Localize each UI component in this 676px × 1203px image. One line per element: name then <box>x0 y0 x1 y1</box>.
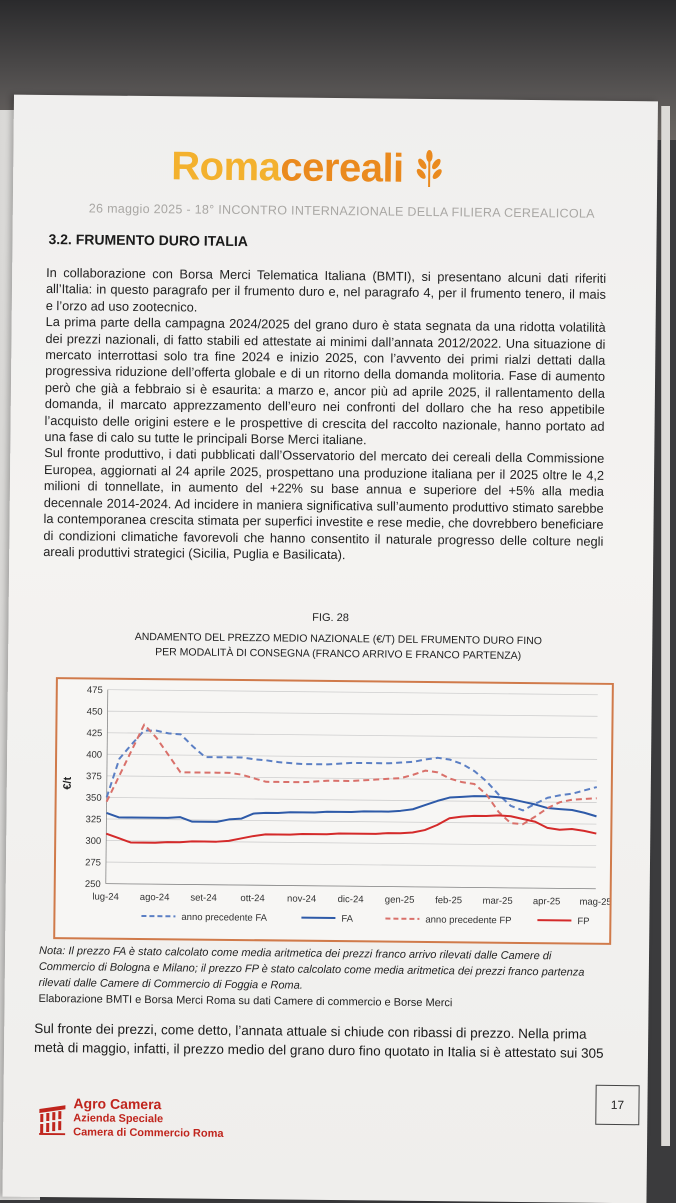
figure-title-line2: PER MODALITÀ DI CONSEGNA (FRANCO ARRIVO E FRANCO PARTENZA) <box>88 644 588 664</box>
legend-label: FP <box>577 916 589 927</box>
chart-frame <box>53 677 614 945</box>
x-tick-label: ott-24 <box>240 893 264 904</box>
source-text: Elaborazione BMTI e Borsa Merci Roma su dati Camere di commercio e Borse Merci <box>38 991 608 1013</box>
legend-label: anno precedente FP <box>425 914 511 926</box>
wheat-icon <box>411 149 447 189</box>
y-tick-label: 325 <box>86 814 102 825</box>
y-tick-label: 275 <box>85 857 101 868</box>
x-tick-label: mar-25 <box>482 896 512 907</box>
document-page <box>2 95 658 1203</box>
x-tick-label: feb-25 <box>435 895 462 906</box>
x-tick-label: mag-25 <box>579 897 611 908</box>
footer-line2: Azienda Speciale <box>73 1111 224 1127</box>
legend-label: FA <box>341 914 353 925</box>
price-line-chart <box>55 679 612 943</box>
footer-text <box>73 1095 224 1141</box>
figure-label: FIG. 28 <box>9 609 653 628</box>
legend-label: anno precedente FA <box>181 912 267 924</box>
note-text: Nota: Il prezzo FA è stato calcolato come media aritmetica dei prezzi franco arrivo rilevati dalle Camere di Commercio di Bologna e Milano; il prezzo FP è stato calcolato come media aritmetica dei prezzi franco partenza rilevati dalle Camere di Commercio di Foggia e Roma. <box>39 943 609 997</box>
gridline <box>107 754 597 759</box>
logo-cereali: cereali <box>280 145 404 191</box>
x-tick-label: apr-25 <box>533 896 561 907</box>
figure-title <box>88 629 588 664</box>
y-axis-label: €/t <box>62 776 74 789</box>
section-title: 3.2. FRUMENTO DURO ITALIA <box>48 231 248 249</box>
logo-roma: Roma <box>171 144 281 190</box>
agro-camera-logo <box>37 1095 224 1141</box>
y-tick-label: 300 <box>85 836 101 847</box>
y-tick-label: 450 <box>87 706 103 717</box>
footer-line1: Agro Camera <box>73 1095 224 1113</box>
event-subtitle: 26 maggio 2025 - 18° INCONTRO INTERNAZIONALE DELLA FILIERA CEREALICOLA <box>89 201 609 220</box>
gridline <box>107 776 597 781</box>
colosseum-icon <box>37 1095 67 1135</box>
body-text <box>43 265 606 566</box>
romacereali-logo <box>171 142 448 193</box>
x-tick-label: nov-24 <box>287 894 316 905</box>
figure-title-line1: ANDAMENTO DEL PREZZO MEDIO NAZIONALE (€/T) DEL FRUMENTO DURO FINO <box>88 629 588 649</box>
series-line <box>106 792 596 826</box>
x-tick-label: set-24 <box>190 893 217 904</box>
y-tick-label: 400 <box>86 750 102 761</box>
gridline <box>108 711 598 716</box>
y-tick-label: 475 <box>87 685 103 696</box>
x-axis <box>106 884 596 889</box>
x-tick-label: dic-24 <box>338 894 364 905</box>
footer-line3: Camera di Commercio Roma <box>73 1125 224 1141</box>
x-tick-label: ago-24 <box>140 892 170 903</box>
gridline <box>108 690 598 695</box>
y-tick-label: 425 <box>86 728 102 739</box>
y-tick-label: 250 <box>85 879 101 890</box>
paragraph: In collaborazione con Borsa Merci Telematica Italiana (BMTI), si presentano alcuni dati riferiti all’Italia: in questo paragrafo per il frumento duro e, nel paragrafo 4, per il frumento tenero, il mais e l’orzo ad uso zootecnico. <box>46 265 606 320</box>
paragraph: La prima parte della campagna 2024/2025 del grano duro è stata segnata da una ridotta volatilità dei prezzi nazionali, di fatto stabili ed attestate ai minimi dall’annata 2012/2022. Una situazione di mercato interrottasi solo tra fine 2024 e inizio 2025, con l’avvento dei primi rialzi dettati dalla progressiva riduzione dell’offerta globale e di un ritorno della domanda molitoria. Fase di aumento però che già a febbraio si è esaurita: a marzo e, ancor più ad aprile 2025, il rallentamento della domanda, il marcato apprezzamento dell’euro nei confronti del dollaro che ha reso appetibile l’acquisto delle origini estere e le prospettive di crescita del raccolto nazionale, hanno portato ad una fase di calo su tutte le principali Borse Merci italiane. <box>44 314 605 451</box>
y-axis <box>106 690 108 884</box>
figure-notes <box>38 943 609 1013</box>
page-number: 17 <box>595 1085 639 1125</box>
y-tick-label: 375 <box>86 771 102 782</box>
x-tick-label: gen-25 <box>385 895 415 906</box>
y-tick-label: 350 <box>86 793 102 804</box>
x-tick-label: lug-24 <box>92 891 119 902</box>
gridline <box>106 862 596 867</box>
paragraph: Sul fronte produttivo, i dati pubblicati dall’Osservatorio del mercato dei cereali della Commissione Europea, aggiornati al 24 aprile 2025, prospettano una produzione italiana per il 2025 oltre le 4,2 milioni di tonnellate, in aumento del +22% su base annua e superiore del +5% alla media decennale 2014-2024. Ad incidere in maniera significativa sull’aumento produttivo stimato sarebbe la contemporanea crescita stimata per superfici investite e rese medie, che dovrebbero beneficiare di condizioni climatiche favorevoli che hanno consentito il naturale progresso delle colture negli areali produttivi strategici (Sicilia, Puglia e Basilicata). <box>43 445 604 566</box>
page-edge <box>661 106 670 1146</box>
final-paragraph: Sul fronte dei prezzi, come detto, l’annata attuale si chiude con ribassi di prezzo. Nella prima metà di maggio, infatti, il prezzo medio del grano duro fino quotato in Italia si è attestato sui 305 <box>34 1019 608 1063</box>
